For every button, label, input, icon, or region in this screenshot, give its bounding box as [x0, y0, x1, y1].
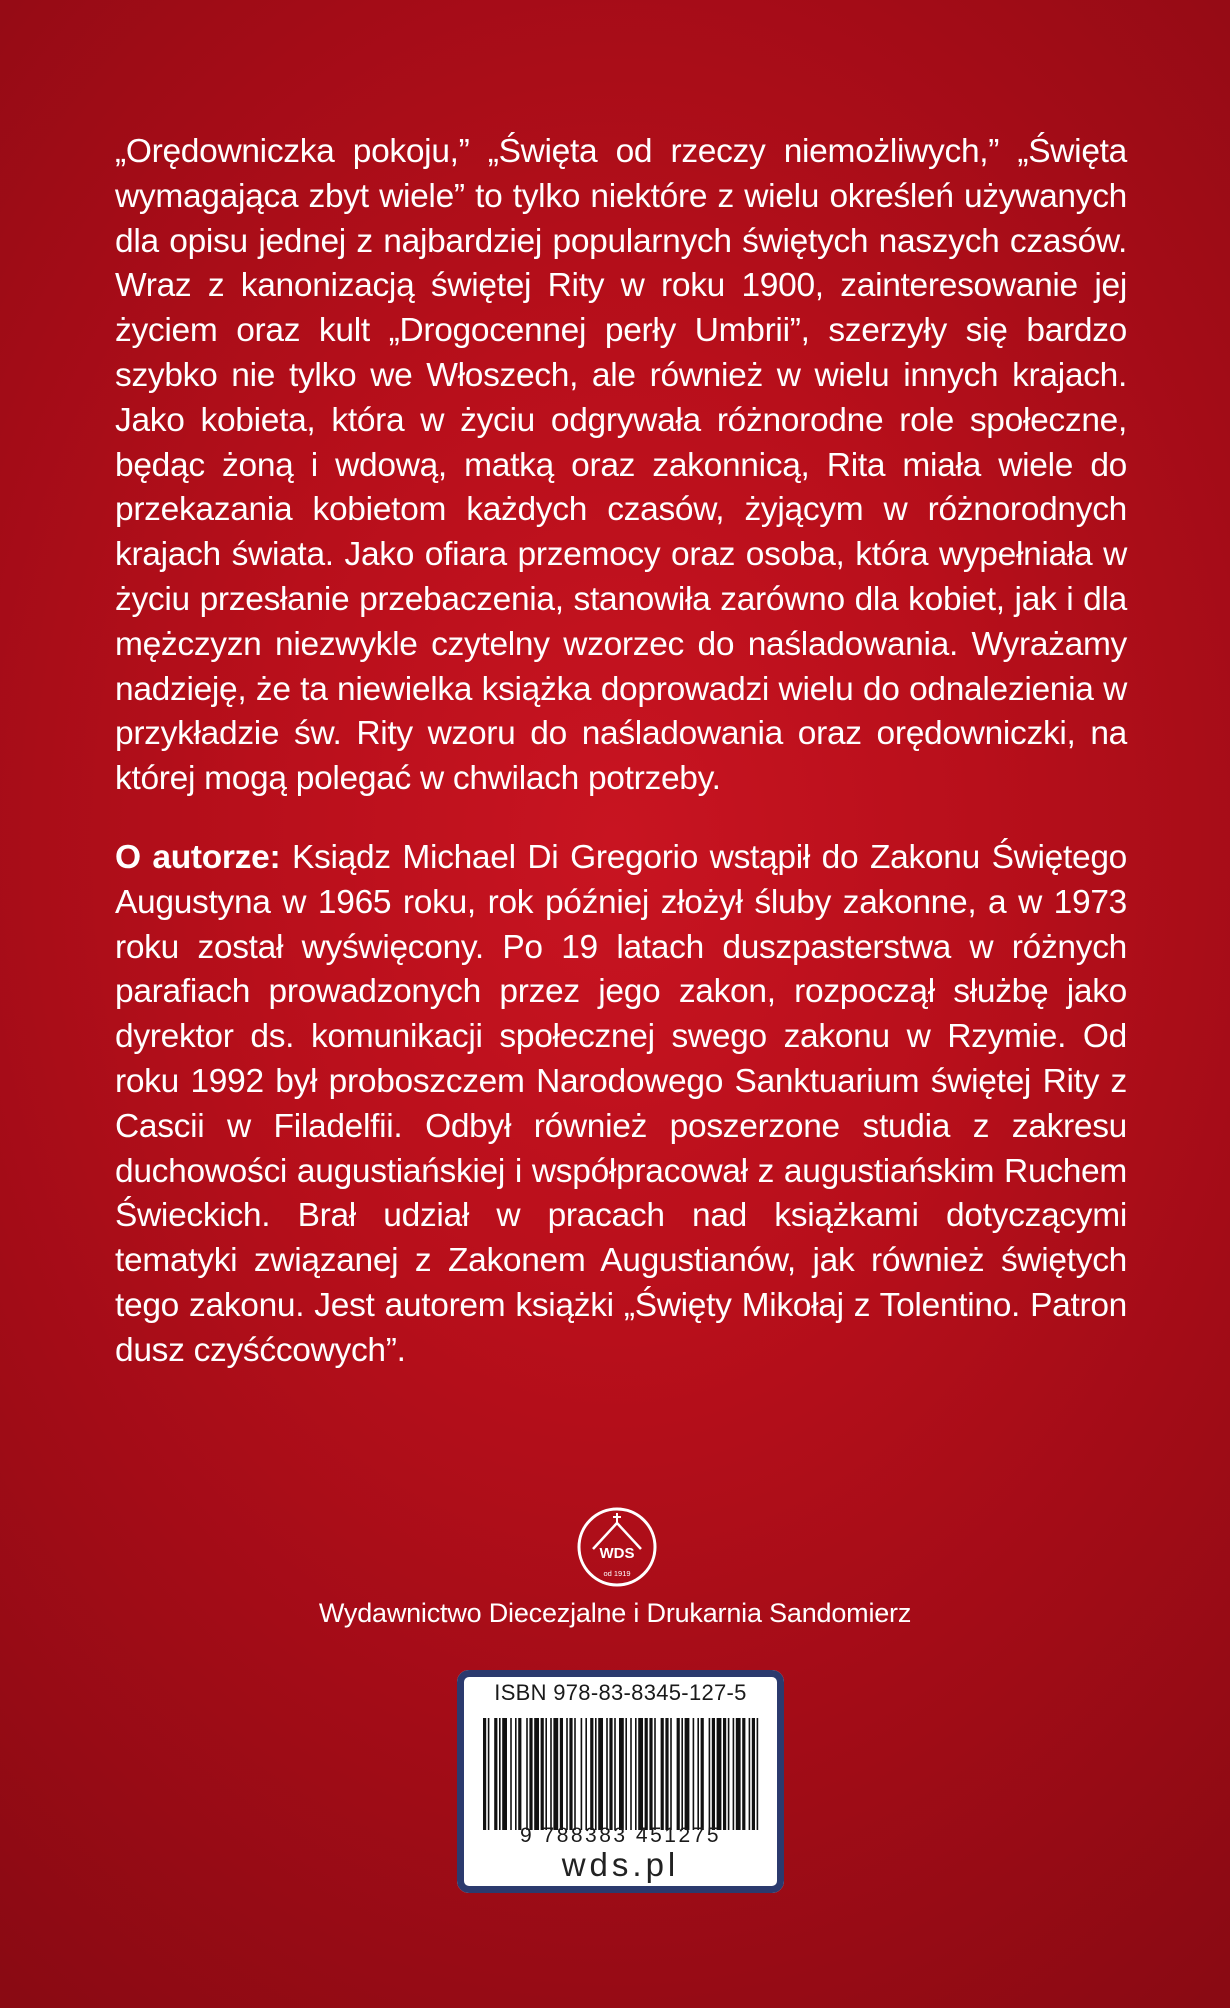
barcode-bar — [649, 1718, 652, 1830]
barcode-bar — [534, 1718, 539, 1830]
barcode-bar — [654, 1718, 656, 1830]
isbn-label: ISBN 978-83-8345-127-5 — [494, 1680, 747, 1705]
barcode-bar — [749, 1718, 751, 1830]
author-bio — [115, 836, 1127, 1374]
barcode-bar — [701, 1718, 704, 1830]
book-description: „Orędowniczka pokoju,” „Święta od rzeczy niemożliwych,” „Święta wymagająca zbyt wiele” to tylko niektóre z wielu określeń używanych dla opisu jednej z najbardziej popularnych świętych naszych czasów. Wraz z kanonizacją świętej Rity w roku 1900, zainteresowanie jej życiem oraz kult „Drogocennej perły Umbrii”, szerzyły się bardzo szybko nie tylko we Włoszech, ale również w wielu innych krajach. Jako kobieta, która w życiu odgrywała różnorodne role społeczne, będąc żoną i wdową, matką oraz zakonnicą, Rita miała wiele do przekazania kobietom każdych czasów, żyjącym w różnorodnych krajach świata. Jako ofiara przemocy oraz osoba, która wypełniała w życiu przesłanie przebaczenia, stanowiła zarówno dla kobiet, jak i dla mężczyzn niezwykle czytelny wzorzec do naśladowania. Wyrażamy nadzieję, że ta niewielka książka doprowadzi wielu do odnalezienia w przykładzie św. Rity wzoru do naśladowania oraz orędowniczki, na której mogą polegać w chwilach potrzeby. — [115, 133, 1127, 798]
barcode-bar — [598, 1718, 603, 1830]
barcode-bar — [635, 1718, 637, 1830]
barcode-bar — [541, 1718, 544, 1830]
barcode-bar — [728, 1718, 730, 1830]
logo-text: WDS — [599, 1545, 635, 1562]
barcode-bar — [483, 1718, 486, 1830]
website: wds.pl — [561, 1846, 680, 1883]
barcode-bar — [733, 1718, 735, 1830]
publisher-name: Wydawnictwo Diecezjalne i Drukarnia Sandomierz — [318, 1598, 912, 1628]
barcode-bar — [581, 1718, 583, 1830]
barcode-bar — [569, 1718, 572, 1830]
barcode-bar — [502, 1718, 507, 1830]
barcode-bar — [614, 1718, 616, 1830]
barcode-bar — [717, 1718, 722, 1830]
barcode-bar — [693, 1718, 695, 1830]
barcode-bar — [585, 1718, 587, 1830]
barcode-bar — [590, 1718, 593, 1830]
author-label: O autorze: — [115, 838, 281, 876]
barcode-bar — [685, 1718, 690, 1830]
barcode-bar — [712, 1718, 715, 1830]
barcode-bar — [494, 1718, 497, 1830]
barcode-bar — [723, 1718, 726, 1830]
barcode-bar — [709, 1718, 711, 1830]
barcode-bar — [630, 1718, 632, 1830]
barcode-bar — [661, 1718, 664, 1830]
barcode-bar — [665, 1718, 668, 1830]
barcode-bar — [670, 1718, 672, 1830]
barcode-bar — [752, 1718, 755, 1830]
barcode-bar — [681, 1718, 683, 1830]
barcode-bar — [619, 1718, 624, 1830]
barcode-bar — [510, 1718, 512, 1830]
barcode-bar — [697, 1718, 699, 1830]
barcode-bar — [518, 1718, 521, 1830]
barcode-bar — [515, 1718, 517, 1830]
barcode-bar — [638, 1718, 643, 1830]
wds-logo — [575, 1505, 659, 1589]
author-text: Ksiądz Michael Di Gregorio wstąpił do Zakonu Świętego Augustyna w 1965 roku, rok później złożył śluby zakonne, a w 1973 roku został wyświęcony. Po 19 latach duszpasterstwa w różnych parafiach prowadzonych przez jego zakon, rozpoczął służbę jako dyrektor ds. komunikacji społecznej swego zakonu w Rzymie. Od roku 1992 był proboszczem Narodowego Sanktuarium świętej Rity z Cascii w Filadelfii. Odbył również poszerzone studia z zakresu duchowości augustiańskiej i współpracował z augustiańskim Ruchem Świeckich. Brał udział w pracach nad książkami dotyczącymi tematyki związanej z Zakonem Augustianów, jak również świętych tego zakonu. Jest autorem książki „Święty Mikołaj z Tolentino. Patron dusz czyśćcowych”. — [115, 838, 1127, 1369]
back-cover-text — [115, 130, 1127, 1374]
logo-since: od 1919 — [603, 1569, 631, 1578]
barcode-bars — [479, 1718, 764, 1830]
barcode-bar — [550, 1718, 552, 1830]
barcode-bar — [499, 1718, 501, 1830]
barcode-bar — [609, 1718, 612, 1830]
barcode-digits: 9 788383 451275 — [520, 1824, 721, 1847]
barcode-bar — [757, 1718, 759, 1830]
barcode-bar — [742, 1718, 745, 1830]
barcode-bar — [645, 1718, 648, 1830]
barcode-box — [457, 1670, 784, 1893]
barcode-bar — [606, 1718, 608, 1830]
barcode-bar — [736, 1718, 741, 1830]
barcode-bar — [529, 1718, 532, 1830]
barcode-bar — [560, 1718, 563, 1830]
barcode-bar — [595, 1718, 597, 1830]
barcode-bar — [526, 1718, 528, 1830]
barcode-bar — [677, 1718, 680, 1830]
barcode-bar — [553, 1718, 558, 1830]
barcode-bar — [545, 1718, 547, 1830]
barcode-bar — [574, 1718, 576, 1830]
barcode-bar — [625, 1718, 627, 1830]
barcode-bar — [566, 1718, 568, 1830]
barcode-bar — [488, 1718, 490, 1830]
